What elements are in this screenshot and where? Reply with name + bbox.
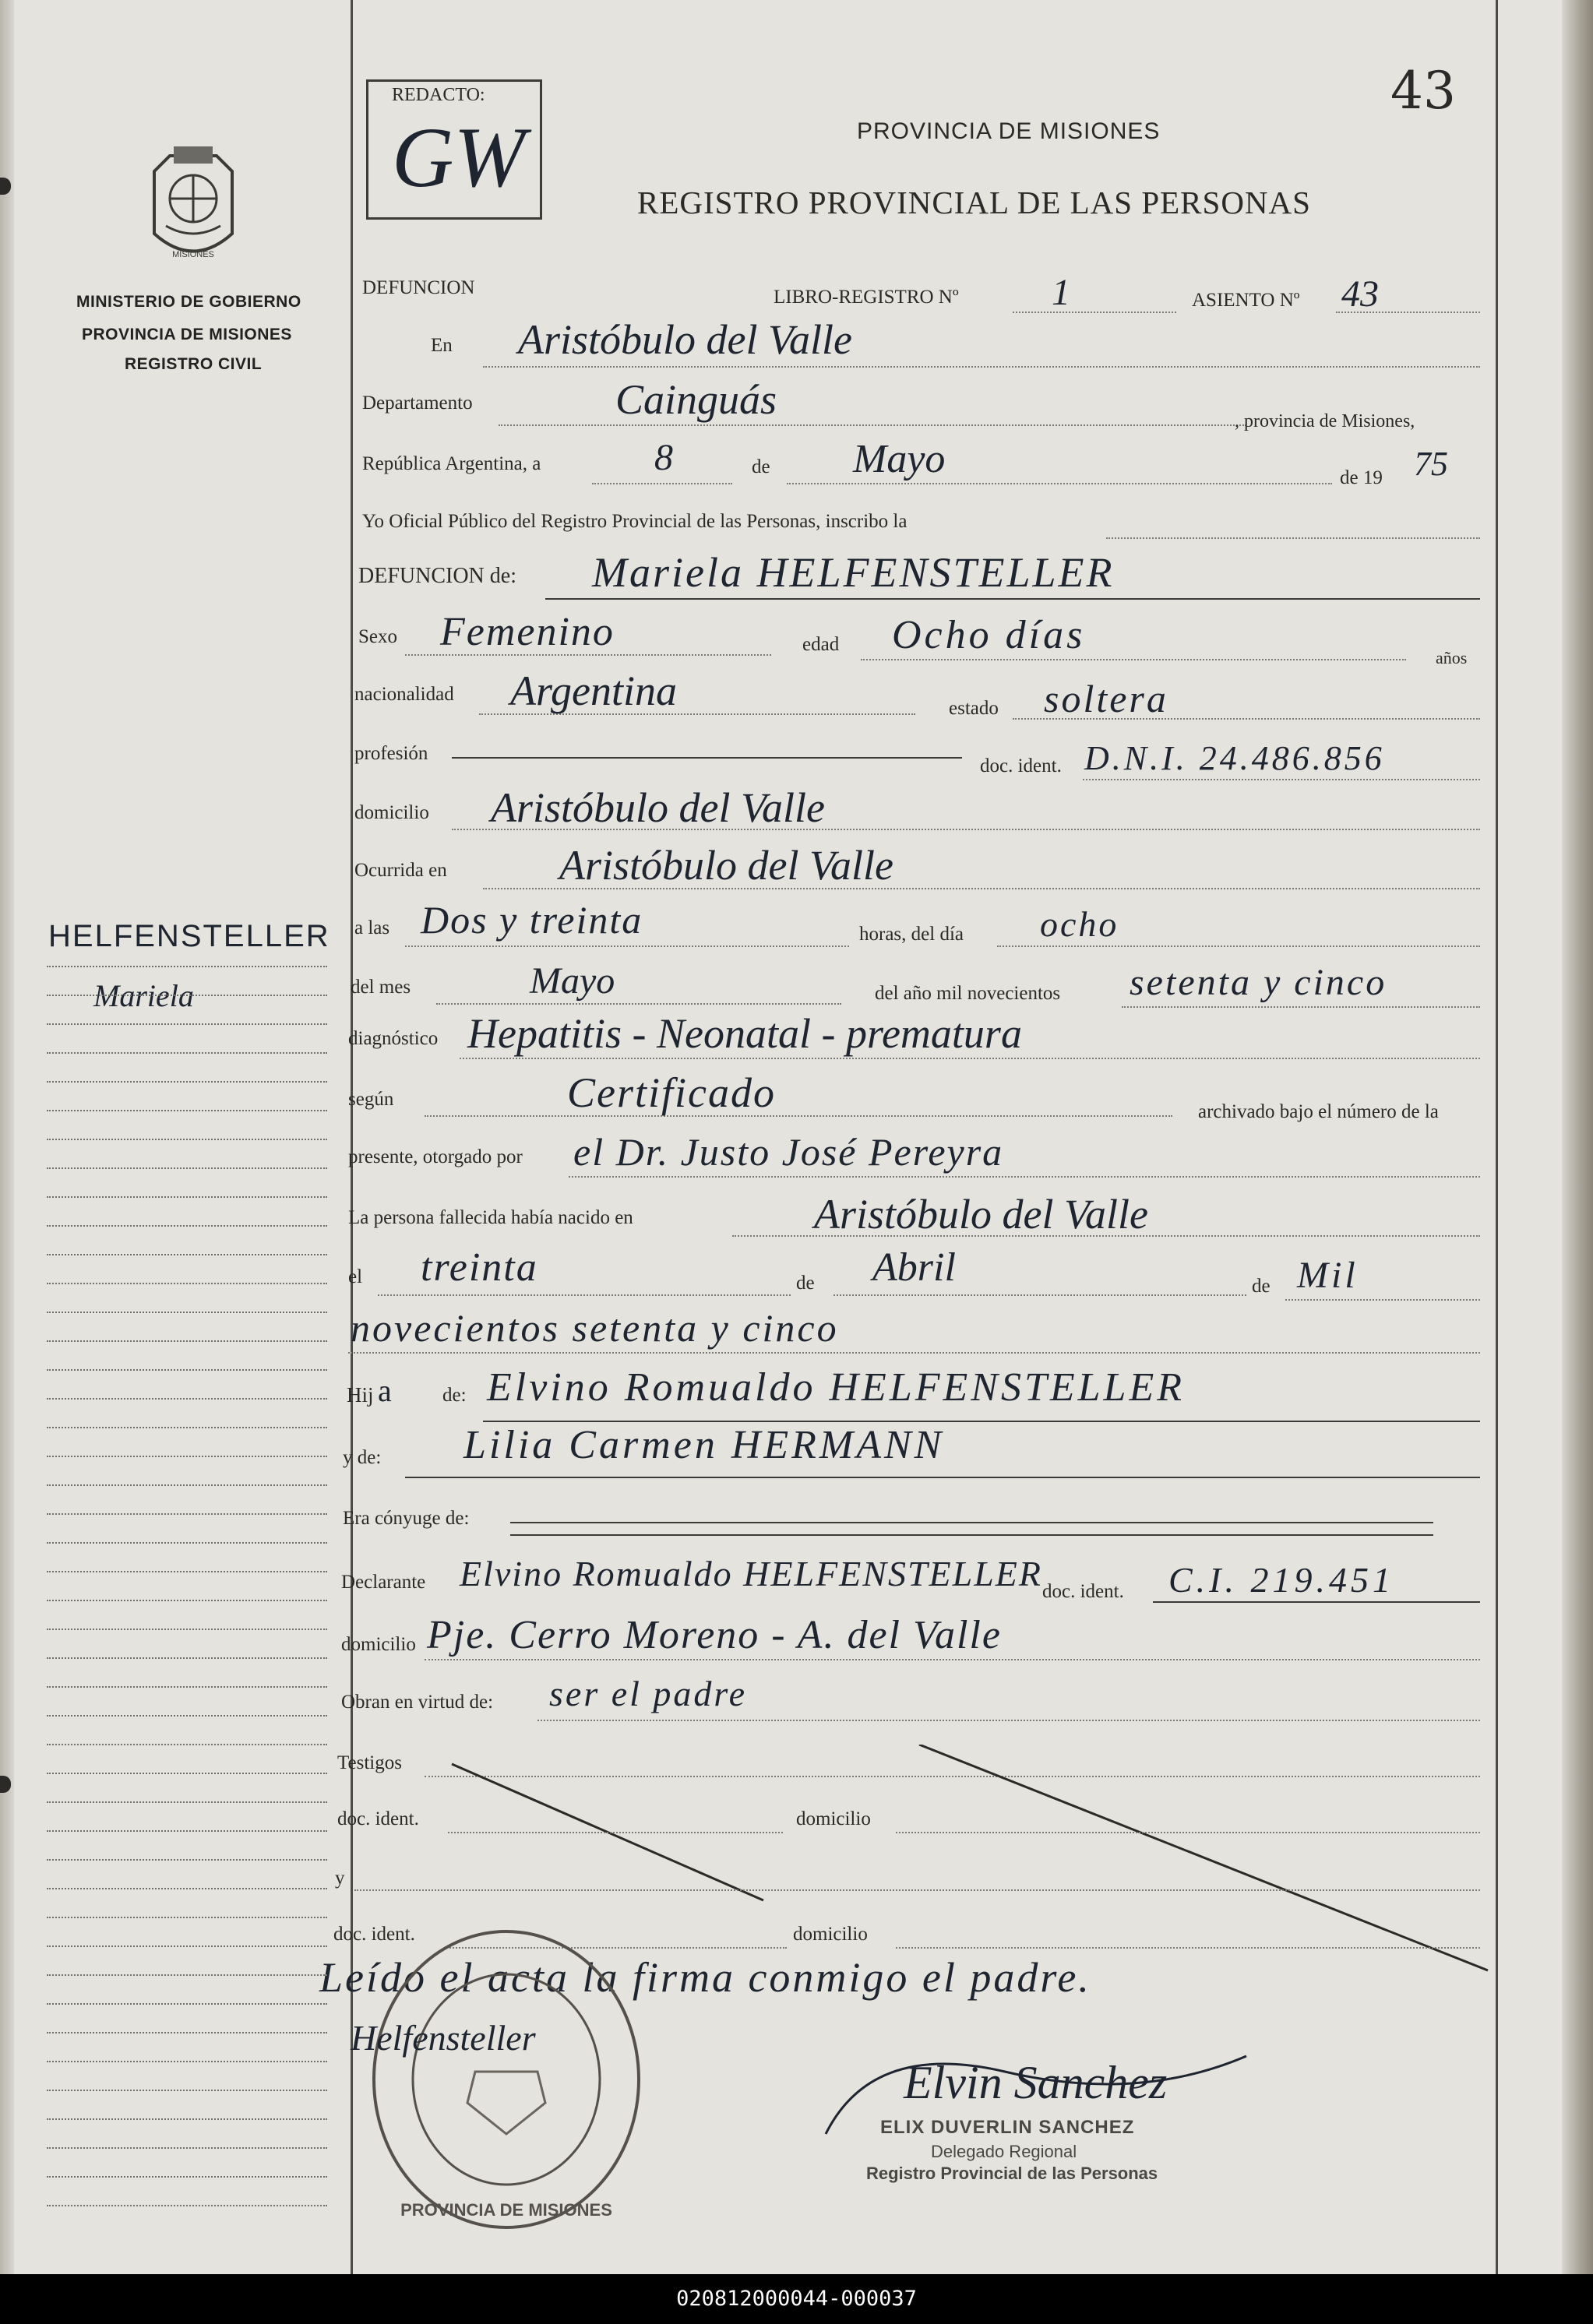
margin-ruled-line [47,1254,327,1255]
edad-value: Ocho días [892,613,1086,657]
asiento-number: 43 [1341,273,1379,315]
dia-value: 8 [654,437,673,478]
nacido-en-label: La persona fallecida había nacido en [348,1207,633,1228]
testigo2-doc-label: doc. ident. [333,1924,415,1945]
margin-ruled-line [47,1312,327,1313]
margin-ruled-line [47,2061,327,2062]
el-label: el [348,1266,363,1287]
margin-ruled-line [47,2032,327,2034]
margin-ruled-line [47,1830,327,1832]
y-de-label: y de: [343,1447,382,1468]
ministry-line-1: MINISTERIO DE GOBIERNO [76,293,301,311]
margin-ruled-line [47,1744,327,1745]
margin-ruled-line [47,995,327,996]
sexo-label: Sexo [358,626,397,647]
estado-label: estado [949,698,999,719]
margin-ruled-line [47,1945,327,1947]
margin-ruled-line [47,1023,327,1025]
margin-ruled-line [47,1888,327,1889]
testigo1-doc-label: doc. ident. [337,1808,419,1829]
declarante-doc-value: C.I. 219.451 [1168,1560,1394,1600]
nacimiento-ano-1-value: Mil [1297,1255,1359,1296]
diagnostico-label: diagnóstico [348,1028,439,1049]
provincial-seal-icon [366,1924,647,2235]
margin-ruled-line [47,1657,327,1659]
registry-header: REGISTRO PROVINCIAL DE LAS PERSONAS [637,185,1311,220]
hij-label: Hij [347,1383,374,1407]
ano-value: 75 [1414,445,1448,483]
nacionalidad-value: Argentina [510,667,677,714]
ano-defuncion-value: setenta y cinco [1130,962,1387,1003]
edad-label: edad [802,634,840,655]
defuncion-de-label: DEFUNCION de: [358,564,516,588]
anos-label: años [1436,648,1468,667]
stamp-name: ELIX DUVERLIN SANCHEZ [880,2117,1135,2138]
margin-ruled-line [47,1110,327,1111]
nacionalidad-label: nacionalidad [354,684,454,705]
margin-ruled-line [47,2090,327,2091]
margin-ruled-line [47,1542,327,1544]
segun-label: según [348,1089,394,1110]
margin-ruled-line [47,1340,327,1342]
hij-suffix-value: a [378,1373,392,1408]
folio-number: 43 [1390,61,1456,121]
sexo-value: Femenino [440,610,615,654]
y-label: y [335,1868,345,1889]
margin-ruled-line [47,1369,327,1371]
image-id-footer: 020812000044-000037 [0,2274,1593,2324]
stamp-title: Delegado Regional [931,2142,1077,2161]
coat-of-arms-icon [139,140,248,273]
ministry-line-2: PROVINCIA DE MISIONES [82,326,292,343]
mes-value: Mayo [853,437,946,481]
de-label-1: de [752,456,770,477]
margin-ruled-line [47,1629,327,1630]
declarante-domicilio-value: Pje. Cerro Moreno - A. del Valle [427,1613,1002,1657]
margin-ruled-line [47,2205,327,2206]
stamp-office: Registro Provincial de las Personas [866,2164,1158,2183]
margin-ruled-line [47,1974,327,1976]
domicilio-label: domicilio [354,802,429,823]
margin-ruled-line [47,2003,327,2005]
dia-defuncion-value: ocho [1040,904,1119,944]
asiento-label: ASIENTO Nº [1192,290,1300,311]
otorgado-por-value: el Dr. Justo José Pereyra [573,1130,1004,1174]
ocurrida-en-label: Ocurrida en [354,860,447,881]
nacimiento-mes-value: Abril [872,1245,956,1290]
nacimiento-dia-value: treinta [421,1245,538,1290]
margin-ruled-line [47,1600,327,1601]
margin-surname: HELFENSTELLER [48,919,330,953]
declarante-domicilio-label: domicilio [341,1634,416,1655]
lugar-inscripcion: Aristóbulo del Valle [518,316,852,363]
segun-value: Certificado [567,1069,776,1116]
seal-text: PROVINCIA DE MISIONES [400,2200,612,2220]
ministry-line-3: REGISTRO CIVIL [125,355,263,373]
official-signature: Elvin Sanchez [904,2057,1168,2108]
libro-registro-label: LIBRO-REGISTRO Nº [774,287,959,308]
testigo2-domicilio-label: domicilio [793,1924,868,1945]
declarante-doc-label: doc. ident. [1042,1581,1124,1602]
hora-value: Dos y treinta [421,898,643,942]
del-ano-label: del año mil novecientos [875,983,1061,1004]
margin-ruled-line [47,1773,327,1774]
del-mes-label: del mes [351,977,411,998]
de-19-label: de 19 [1340,467,1383,488]
en-label: En [431,335,453,356]
margin-ruled-line [47,1513,327,1515]
obran-label: Obran en virtud de: [341,1692,494,1713]
margin-ruled-line [47,1456,327,1457]
page-edge [1562,0,1593,2274]
redacto-box [366,79,542,220]
mes-defuncion-value: Mayo [530,960,615,1002]
province-header: PROVINCIA DE MISIONES [857,118,1161,144]
doc-ident-label: doc. ident. [980,755,1062,776]
margin-given-name: Mariela [93,978,194,1013]
margin-ruled-line [47,1917,327,1918]
margin-ruled-line [47,1283,327,1284]
nacido-en-value: Aristóbulo del Valle [814,1191,1148,1238]
margin-ruled-line [47,1139,327,1140]
estado-value: soltera [1044,677,1168,720]
declarante-signature: Helfensteller [351,2018,536,2058]
book-spine [0,0,14,2274]
archivado-label: archivado bajo el número de la [1198,1101,1439,1122]
margin-ruled-line [47,1686,327,1688]
coat-of-arms-text: MISIONES [172,250,214,259]
profesion-label: profesión [354,743,428,764]
redacto-label: REDACTO: [392,85,485,105]
madre-value: Lilia Carmen HERMANN [463,1423,945,1467]
margin-ruled-line [47,1715,327,1717]
margin-ruled-line [47,1052,327,1054]
margin-ruled-line [47,1484,327,1486]
padre-value: Elvino Romualdo HELFENSTELLER [487,1365,1185,1410]
redacto-signature: GW [392,110,526,205]
margin-ruled-line [47,2176,327,2178]
margin-ruled-line [47,1571,327,1572]
declarante-label: Declarante [341,1572,426,1593]
diagnostico-value: Hepatitis - Neonatal - prematura [467,1010,1022,1057]
obran-value: ser el padre [549,1674,748,1713]
testigos-label: Testigos [337,1752,402,1773]
departamento-label: Departamento [362,393,473,414]
de-colon-label-1: de: [442,1385,467,1406]
declarante-value: Elvino Romualdo HELFENSTELLER [460,1554,1042,1593]
domicilio-value: Aristóbulo del Valle [491,784,825,831]
margin-ruled-line [47,966,327,967]
margin-ruled-line [47,1427,327,1428]
provincia-misiones-label: , provincia de Misiones, [1235,411,1415,431]
margin-ruled-line [47,1801,327,1803]
margin-ruled-line [47,1196,327,1198]
margin-ruled-line [47,1859,327,1861]
margin-ruled-line [47,1167,327,1169]
oficial-label: Yo Oficial Público del Registro Provincial de las Personas, inscribo la [362,511,908,532]
testigo1-domicilio-label: domicilio [796,1808,871,1829]
nombre-fallecido: Mariela HELFENSTELLER [592,549,1115,596]
libro-number: 1 [1052,272,1070,313]
leido-statement: Leído el acta la firma conmigo el padre. [319,1954,1091,2001]
conyuge-label: Era cónyuge de: [343,1508,470,1529]
de-label-3: de [1252,1276,1271,1297]
margin-ruled-line [47,2147,327,2149]
doc-ident-value: D.N.I. 24.486.856 [1084,739,1385,777]
margin-ruled-line [47,1225,327,1227]
republica-label: República Argentina, a [362,453,541,474]
ocurrida-en-value: Aristóbulo del Valle [559,842,893,889]
horas-del-dia-label: horas, del día [859,924,964,945]
departamento-value: Cainguás [615,376,777,423]
nacimiento-ano-2-value: novecientos setenta y cinco [351,1306,839,1350]
margin-ruled-line [47,1081,327,1083]
presente-label: presente, otorgado por [348,1146,523,1167]
defuncion-label: DEFUNCION [362,277,475,298]
margin-ruled-line [47,1398,327,1400]
de-label-2: de [796,1273,815,1294]
a-las-label: a las [354,917,390,938]
margin-ruled-line [47,2118,327,2120]
